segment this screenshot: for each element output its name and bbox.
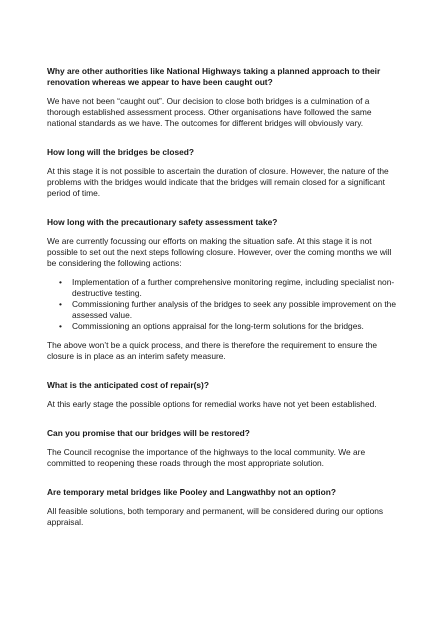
question-heading: Are temporary metal bridges like Pooley and Langwathby not an option? <box>47 487 336 497</box>
question-heading: Can you promise that our bridges will be restored? <box>47 428 250 438</box>
question-heading: What is the anticipated cost of repair(s)? <box>47 380 209 390</box>
answer-paragraph: We are currently focussing our efforts on making the situation safe. At this stage it is not possible to set out the next steps following closure. However, over the coming months we will be considering the following actions: <box>47 236 392 268</box>
document-page <box>47 66 397 528</box>
list-item-text: Implementation of a further comprehensive monitoring regime, including specialist non-destructive testing. <box>72 277 395 298</box>
question-heading: How long will the bridges be closed? <box>47 147 195 157</box>
answer-paragraph: The Council recognise the importance of the highways to the local community. We are committed to reopening these roads through the most appropriate solution. <box>47 447 366 468</box>
bullet-icon: • <box>59 277 62 287</box>
answer-paragraph: The above won’t be a quick process, and there is therefore the requirement to ensure the closure is in place as an interim safety measure. <box>47 340 378 361</box>
list-item <box>47 299 397 321</box>
list-item <box>47 277 397 299</box>
question-heading: Why are other authorities like National Highways taking a planned approach to their renovation whereas we appear to have been caught out? <box>47 66 381 87</box>
list-item <box>47 321 397 332</box>
bullet-icon: • <box>59 321 62 331</box>
answer-paragraph: At this stage it is not possible to ascertain the duration of closure. However, the nature of the problems with the bridges would indicate that the bridges will remain closed for a significant period of time. <box>47 166 389 198</box>
list-item-text: Commissioning an options appraisal for the long-term solutions for the bridges. <box>72 321 364 331</box>
question-heading: How long with the precautionary safety assessment take? <box>47 217 278 227</box>
action-list <box>47 277 397 332</box>
answer-paragraph: We have not been “caught out”. Our decision to close both bridges is a culmination of a thorough established assessment process. Other organisations have followed the same national standards as we have. The outcomes for different bridges will obviously vary. <box>47 96 372 128</box>
list-item-text: Commissioning further analysis of the bridges to seek any possible improvement on the assessed value. <box>72 299 396 320</box>
answer-paragraph: All feasible solutions, both temporary and permanent, will be considered during our options appraisal. <box>47 506 384 527</box>
bullet-icon: • <box>59 299 62 309</box>
answer-paragraph: At this early stage the possible options for remedial works have not yet been established. <box>47 399 377 409</box>
